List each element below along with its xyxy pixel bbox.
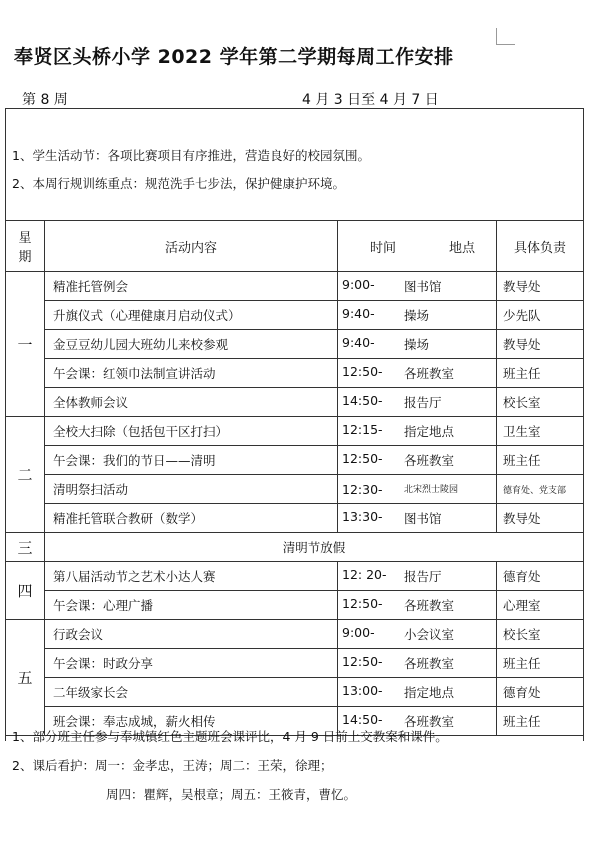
bottom-notes — [12, 722, 448, 809]
time-text: 12:50- — [342, 364, 383, 379]
time-text: 9:40- — [342, 306, 375, 321]
time-text: 12:15- — [342, 422, 383, 437]
activity-cell: 午会课：时政分享 — [45, 649, 338, 678]
header-time: 时间 — [369, 240, 396, 256]
activity-cell: 精准托管联合教研（数学） — [45, 504, 338, 533]
day-cell: 五 — [6, 620, 45, 736]
table-row — [6, 504, 584, 533]
table-row — [6, 620, 584, 649]
bottom-note: 1、部分班主任参与奉城镇红色主题班会课评比，4 月 9 日前上交教案和课件。 — [12, 729, 448, 744]
place-text: 北宋烈士陵园 — [404, 484, 459, 495]
time-text: 12:50- — [342, 596, 383, 611]
responsible-cell: 心理室 — [497, 591, 584, 620]
time-place-cell — [338, 504, 497, 533]
place-text: 各班教室 — [404, 366, 455, 381]
day-cell: 二 — [6, 417, 45, 533]
place-text: 指定地点 — [404, 424, 455, 439]
table-row — [6, 388, 584, 417]
responsible-cell: 班主任 — [497, 707, 584, 736]
time-place-cell — [338, 272, 497, 301]
header-activity: 活动内容 — [45, 221, 338, 272]
bottom-note: 周四：瞿辉，吴根章；周五：王筱青，曹忆。 — [106, 787, 357, 802]
place-text: 操场 — [404, 308, 430, 323]
table-row — [6, 678, 584, 707]
time-text: 14:50- — [342, 393, 383, 408]
top-note: 1、学生活动节：各项比赛项目有序推进，营造良好的校园氛围。 — [12, 148, 370, 163]
schedule-table — [5, 220, 584, 736]
activity-cell: 全体教师会议 — [45, 388, 338, 417]
responsible-cell: 教导处 — [497, 272, 584, 301]
activity-cell: 全校大扫除（包括包干区打扫） — [45, 417, 338, 446]
time-text: 14:50- — [342, 712, 383, 727]
table-row — [6, 301, 584, 330]
holiday-cell: 清明节放假 — [45, 533, 584, 562]
responsible-cell: 校长室 — [497, 620, 584, 649]
activity-cell: 精准托管例会 — [45, 272, 338, 301]
responsible-cell: 班主任 — [497, 359, 584, 388]
table-row — [6, 272, 584, 301]
table-row — [6, 330, 584, 359]
table-row — [6, 562, 584, 591]
time-place-cell — [338, 562, 497, 591]
activity-cell: 午会课：我们的节日——清明 — [45, 446, 338, 475]
activity-cell: 二年级家长会 — [45, 678, 338, 707]
table-row — [6, 417, 584, 446]
date-range: 4 月 3 日至 4 月 7 日 — [302, 92, 439, 108]
place-text: 图书馆 — [404, 279, 442, 294]
time-place-cell — [338, 620, 497, 649]
place-text: 各班教室 — [404, 656, 455, 671]
activity-cell: 午会课：红领巾法制宣讲活动 — [45, 359, 338, 388]
responsible-cell: 教导处 — [497, 504, 584, 533]
table-header-row — [6, 221, 584, 272]
time-place-cell — [338, 330, 497, 359]
time-place-cell — [338, 301, 497, 330]
responsible-cell: 卫生室 — [497, 417, 584, 446]
table-row — [6, 446, 584, 475]
time-place-cell — [338, 446, 497, 475]
time-text: 12:30- — [342, 481, 383, 497]
day-cell: 四 — [6, 562, 45, 620]
time-place-cell — [338, 649, 497, 678]
time-text: 9:40- — [342, 335, 375, 350]
place-text: 各班教室 — [404, 714, 455, 729]
time-place-cell — [338, 417, 497, 446]
place-text: 操场 — [404, 337, 430, 352]
time-text: 9:00- — [342, 277, 375, 292]
header-place: 地点 — [448, 240, 475, 256]
header-day: 星 期 — [6, 221, 45, 272]
header-time-place — [338, 221, 497, 272]
table-row — [6, 533, 584, 562]
place-text: 各班教室 — [404, 598, 455, 613]
activity-cell: 升旗仪式（心理健康月启动仪式） — [45, 301, 338, 330]
responsible-cell: 班主任 — [497, 446, 584, 475]
activity-cell: 午会课：心理广播 — [45, 591, 338, 620]
place-text: 报告厅 — [404, 395, 442, 410]
table-row — [6, 649, 584, 678]
responsible-cell: 教导处 — [497, 330, 584, 359]
activity-cell: 清明祭扫活动 — [45, 475, 338, 504]
activity-cell: 第八届活动节之艺术小达人赛 — [45, 562, 338, 591]
activity-cell: 行政会议 — [45, 620, 338, 649]
responsible-cell: 班主任 — [497, 649, 584, 678]
responsible-cell: 德育处、党支部 — [497, 475, 584, 504]
bottom-note: 2、课后看护：周一：金孝忠，王涛；周二：王荣，徐理； — [12, 758, 333, 773]
time-text: 9:00- — [342, 625, 375, 640]
place-text: 图书馆 — [404, 511, 442, 526]
table-row — [6, 591, 584, 620]
responsible-cell: 校长室 — [497, 388, 584, 417]
page-title: 奉贤区头桥小学 2022 学年第二学期每周工作安排 — [14, 46, 454, 68]
time-place-cell — [338, 359, 497, 388]
activity-cell: 金豆豆幼儿园大班幼儿来校参观 — [45, 330, 338, 359]
time-place-cell — [338, 678, 497, 707]
table-row — [6, 475, 584, 504]
place-text: 报告厅 — [404, 569, 442, 584]
week-number: 第 8 周 — [22, 92, 68, 108]
top-notes — [12, 142, 370, 198]
day-cell: 一 — [6, 272, 45, 417]
place-text: 指定地点 — [404, 685, 455, 700]
place-text: 小会议室 — [404, 627, 455, 642]
responsible-cell: 德育处 — [497, 562, 584, 591]
place-text: 各班教室 — [404, 453, 455, 468]
time-place-cell — [338, 591, 497, 620]
time-place-cell — [338, 388, 497, 417]
responsible-cell: 少先队 — [497, 301, 584, 330]
top-note: 2、本周行规训练重点：规范洗手七步法，保护健康护环境。 — [12, 176, 345, 191]
time-text: 12: 20- — [342, 567, 387, 582]
time-text: 13:30- — [342, 509, 383, 524]
responsible-cell: 德育处 — [497, 678, 584, 707]
time-place-cell — [338, 475, 497, 504]
time-text: 12:50- — [342, 654, 383, 669]
header-responsible: 具体负责 — [497, 221, 584, 272]
day-cell: 三 — [6, 533, 45, 562]
activity-cell: 班会课：奉志成城，薪火相传 — [45, 707, 338, 736]
time-text: 12:50- — [342, 451, 383, 466]
time-text: 13:00- — [342, 683, 383, 698]
table-row — [6, 359, 584, 388]
